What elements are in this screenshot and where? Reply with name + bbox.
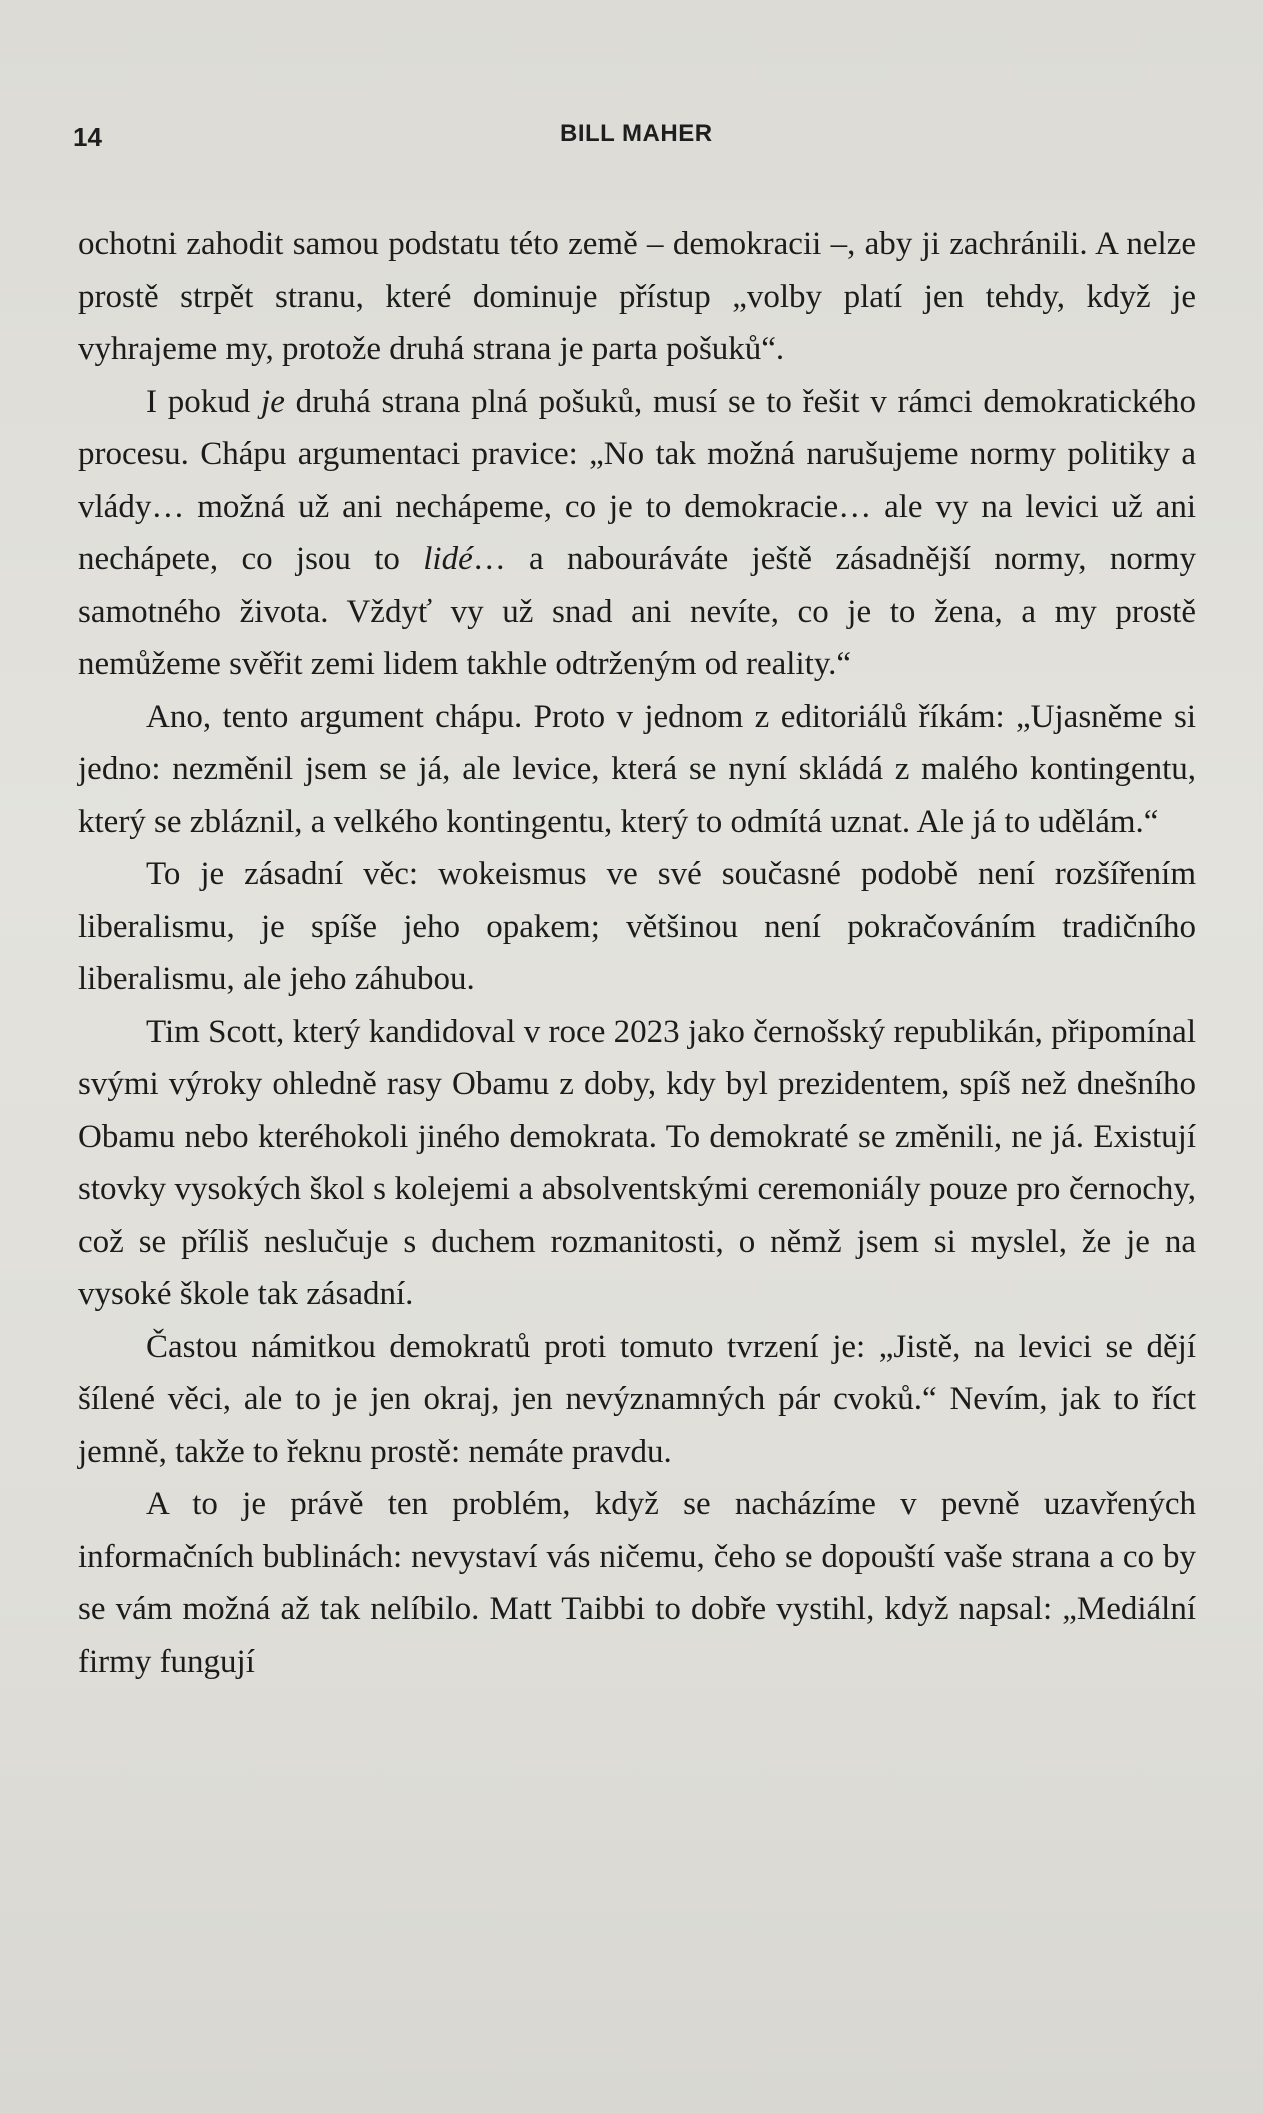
paragraph-text: Častou námitkou demokratů proti tomuto tvrzení je: „Jistě, na levici se dějí šílené věci, ale to je jen okraj, jen nevýznamných pár cvoků.“ Nevím, jak to říct jemně, takže to řeknu prostě: nemáte pravdu. bbox=[78, 1328, 1196, 1470]
paragraph bbox=[78, 376, 1196, 691]
paragraph-text: ochotni zahodit samou podstatu této země – demokracii –, aby ji zachránili. A nelze prostě strpět stranu, které dominuje přístup „volby platí jen tehdy, když je vyhrajeme my, protože druhá strana je parta pošuků“. bbox=[78, 226, 1196, 367]
paragraph-text: I pokud bbox=[146, 383, 262, 420]
body-text bbox=[78, 218, 1196, 1688]
paragraph bbox=[78, 1321, 1196, 1479]
paragraph bbox=[78, 1478, 1196, 1688]
emphasized-text: lidé bbox=[423, 541, 473, 577]
running-head-author: BILL MAHER bbox=[560, 120, 713, 147]
paragraph-text: … a nabouráváte ještě zásadnější normy, normy samotného života. Vždyť vy už snad ani nevíte, co je to žena, a my prostě nemůžeme svěřit zemi lidem takhle odtrženým od reality.“ bbox=[78, 541, 1196, 682]
paragraph bbox=[78, 218, 1196, 376]
running-head bbox=[0, 118, 1263, 158]
paragraph-text: To je zásadní věc: wokeismus ve své současné podobě není rozšířením liberalismu, je spíše jeho opakem; většinou není pokračováním tradičního liberalismu, ale jeho záhubou. bbox=[78, 856, 1196, 997]
paragraph-text: A to je právě ten problém, když se nacházíme v pevně uzavřených informačních bublinách: nevystaví vás ničemu, čeho se dopouští vaše strana a co by se vám možná až tak nelíbilo. Matt Taibbi to dobře vystihl, když napsal: „Mediální firmy fungují bbox=[78, 1486, 1196, 1680]
paragraph-text: druhá strana plná pošuků, musí se to řešit v rámci demokratického procesu. Chápu argumentaci pravice: „No tak možná narušujeme normy politiky a vlády… možná už ani nechápeme, co je to demokracie… ale vy na levici už ani nechápete, co jsou to bbox=[78, 383, 1196, 577]
paragraph bbox=[78, 848, 1196, 1006]
page-number: 14 bbox=[73, 122, 102, 152]
paragraph-text: Tim Scott, který kandidoval v roce 2023 jako černošský republikán, připomínal svými výroky ohledně rasy Obamu z doby, kdy byl prezidentem, spíš než dnešního Obamu nebo kteréhokoli jiného demokrata. To demokraté se změnili, ne já. Existují stovky vysokých škol s kolejemi a absolventskými ceremoniály pouze pro černochy, což se příliš neslučuje s duchem rozmanitosti, o němž jsem si myslel, že je na vysoké škole tak zásadní. bbox=[78, 1013, 1196, 1312]
paragraph bbox=[78, 1006, 1196, 1321]
emphasized-text: je bbox=[261, 383, 285, 420]
paragraph bbox=[78, 691, 1196, 849]
paragraph-text: Ano, tento argument chápu. Proto v jednom z editoriálů říkám: „Ujasněme si jedno: nezměnil jsem se já, ale levice, která se nyní skládá z malého kontingentu, který se zbláznil, a velkého kontingentu, který to odmítá uznat. Ale já to udělám.“ bbox=[78, 698, 1196, 840]
